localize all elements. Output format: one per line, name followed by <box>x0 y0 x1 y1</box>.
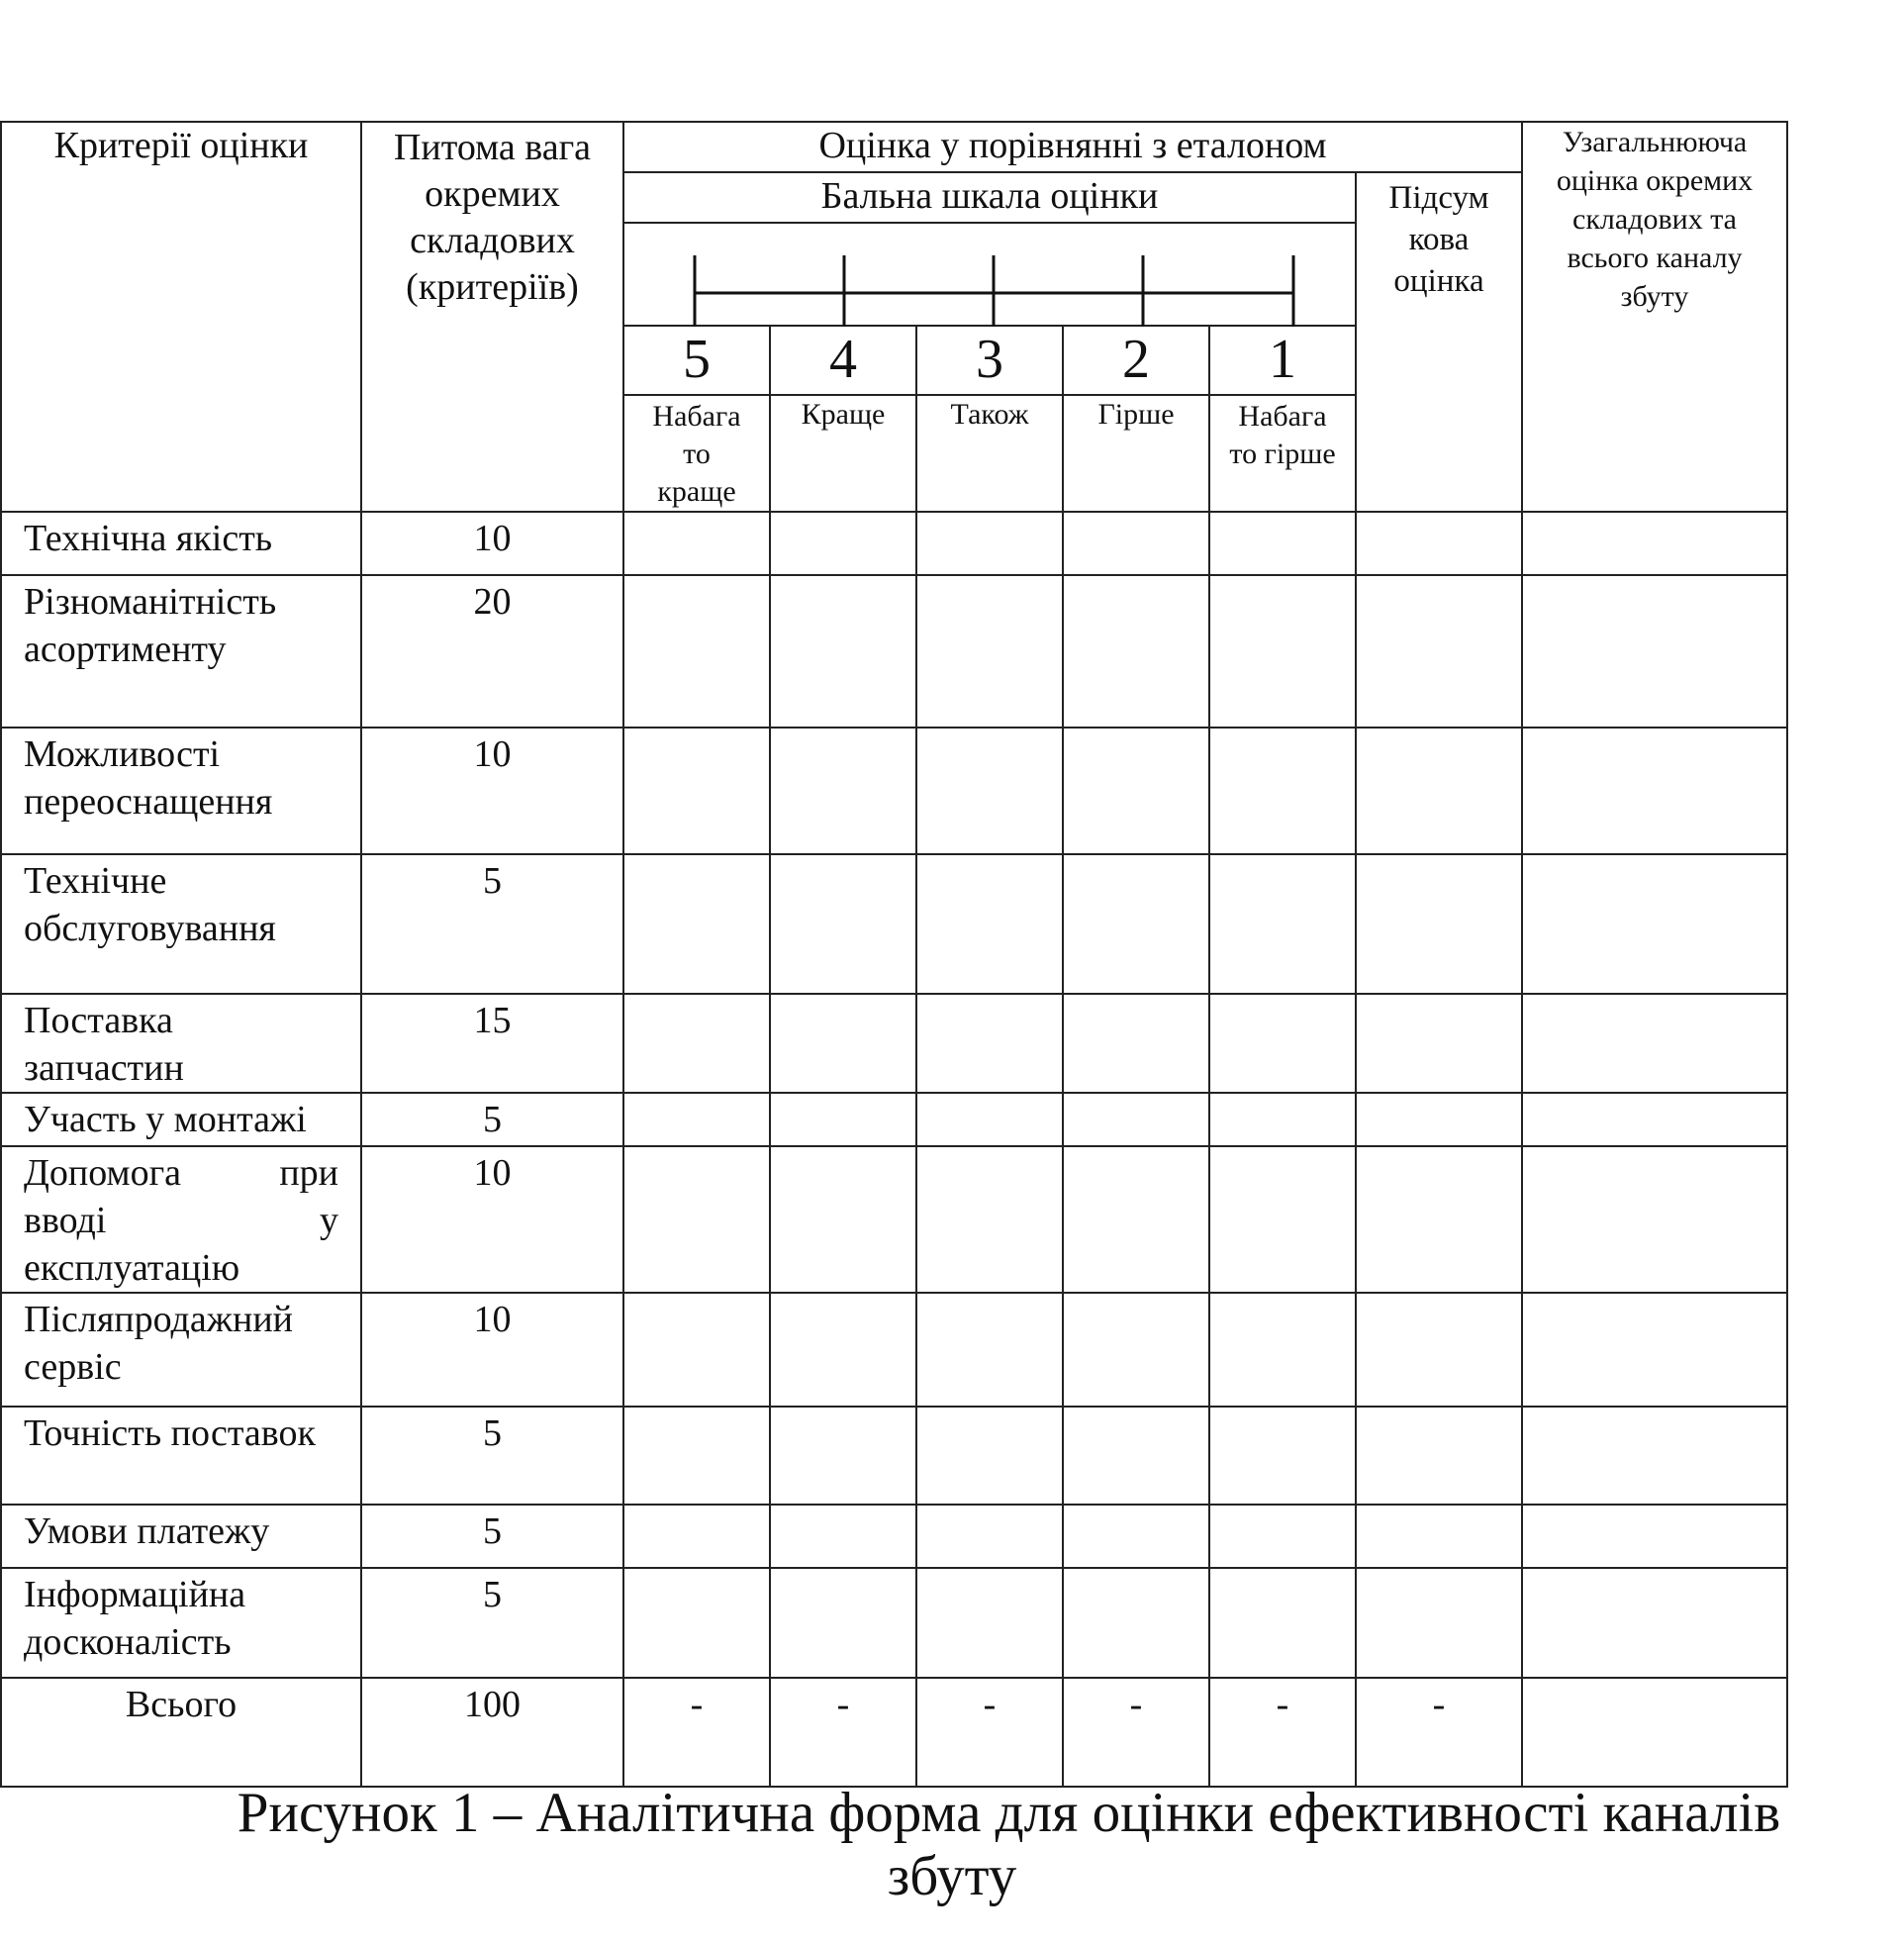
score-desc-1: Набага то гірше <box>1209 395 1356 512</box>
score-number-3: 3 <box>916 326 1063 395</box>
table-row <box>1 854 1787 994</box>
table-row <box>1 1407 1787 1505</box>
table-row <box>1 1505 1787 1568</box>
total-dash: - <box>623 1678 770 1787</box>
score-desc-4: Краще <box>770 395 916 512</box>
figure-caption <box>0 1782 1904 1908</box>
criterion-cell: Післяпродажний сервіс <box>1 1293 361 1407</box>
total-dash: - <box>770 1678 916 1787</box>
table-row <box>1 512 1787 575</box>
criterion-cell: Участь у монтажі <box>1 1093 361 1146</box>
score-desc-5: Набага то краще <box>623 395 770 512</box>
score-desc-2: Гірше <box>1063 395 1209 512</box>
header-comparison <box>623 122 1522 172</box>
table-row <box>1 1093 1787 1146</box>
weight-cell: 5 <box>361 1407 623 1505</box>
table-row <box>1 575 1787 728</box>
weight-cell: 10 <box>361 728 623 854</box>
criterion-cell: Допомога при вводі у експлуатацію <box>1 1146 361 1293</box>
criterion-cell: Різноманітність асортименту <box>1 575 361 728</box>
total-dash: - <box>1063 1678 1209 1787</box>
criterion-cell: Умови платежу <box>1 1505 361 1568</box>
total-label: Всього <box>1 1678 361 1787</box>
evaluation-table <box>0 121 1788 1788</box>
criterion-cell: Технічне обслуговування <box>1 854 361 994</box>
table-row <box>1 728 1787 854</box>
score-number-5: 5 <box>623 326 770 395</box>
rating-scale-diagram <box>624 224 1357 327</box>
header-subtotal <box>1356 172 1522 512</box>
weight-cell: 5 <box>361 1093 623 1146</box>
header-criteria-label: Критерії оцінки <box>53 125 309 166</box>
score-number-2: 2 <box>1063 326 1209 395</box>
header-overall-label: Узагальнююча оцінка окремих складових та всього каналу збуту <box>1556 126 1754 313</box>
weight-cell: 5 <box>361 1568 623 1678</box>
header-overall <box>1522 122 1787 512</box>
total-dash: - <box>1209 1678 1356 1787</box>
header-weight <box>361 122 623 512</box>
total-row <box>1 1678 1787 1787</box>
criterion-cell: Поставка запчастин <box>1 994 361 1093</box>
header-subtotal-label: Підсум кова оцінка <box>1388 180 1489 299</box>
table-row <box>1 1293 1787 1407</box>
criterion-cell: Точність поставок <box>1 1407 361 1505</box>
criterion-cell: Можливості переоснащення <box>1 728 361 854</box>
header-weight-label: Питома вага окремих складових (критеріїв) <box>393 127 592 308</box>
header-criteria <box>1 122 361 512</box>
header-scale-label: Бальна шкала оцінки <box>820 175 1159 217</box>
weight-cell: 15 <box>361 994 623 1093</box>
table-row <box>1 1146 1787 1293</box>
score-desc-3: Також <box>916 395 1063 512</box>
caption-line-1: Рисунок 1 – Аналітична форма для оцінки ефективності каналів <box>237 1782 1781 1844</box>
total-weight: 100 <box>361 1678 623 1787</box>
weight-cell: 5 <box>361 1505 623 1568</box>
score-number-4: 4 <box>770 326 916 395</box>
total-dash: - <box>1356 1678 1522 1787</box>
criterion-cell: Інформаційна досконаліcть <box>1 1568 361 1678</box>
table-row <box>1 1568 1787 1678</box>
weight-cell: 5 <box>361 854 623 994</box>
scale-line-cell <box>623 223 1356 326</box>
table-row <box>1 994 1787 1093</box>
weight-cell: 10 <box>361 1146 623 1293</box>
header-scale <box>623 172 1356 223</box>
caption-line-2: збуту <box>887 1845 1017 1907</box>
weight-cell: 10 <box>361 1293 623 1407</box>
weight-cell: 20 <box>361 575 623 728</box>
criterion-cell: Технічна якість <box>1 512 361 575</box>
total-dash: - <box>916 1678 1063 1787</box>
header-comparison-label: Оцінка у порівнянні з еталоном <box>818 125 1327 166</box>
score-number-1: 1 <box>1209 326 1356 395</box>
weight-cell: 10 <box>361 512 623 575</box>
